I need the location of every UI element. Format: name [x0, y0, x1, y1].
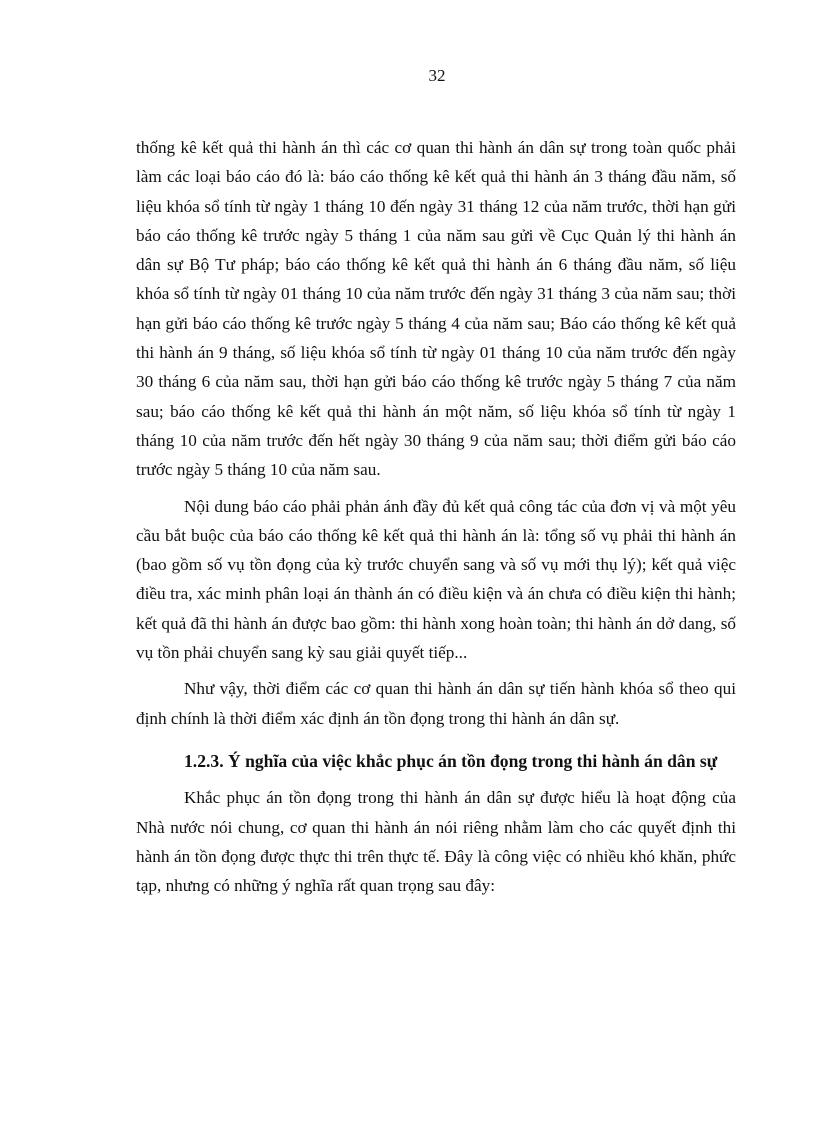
paragraph-report-content: Nội dung báo cáo phải phản ánh đầy đủ kết quả công tác của đơn vị và một yêu cầu bắt buộc của báo cáo thống kê kết quả thi hành án là: tổng số vụ phải thi hành án (bao gồm số vụ tồn đọng của kỳ trước chuyển sang và số vụ mới thụ lý); kết quả việc điều tra, xác minh phân loại án thành án có điều kiện và án chưa có điều kiện thi hành; kết quả đã thi hành án được bao gồm: thi hành xong hoàn toàn; thi hành án dở dang, số vụ tồn phải chuyển sang kỳ sau giải quyết tiếp... [136, 496, 736, 663]
page-number: 32 [428, 66, 446, 85]
paragraph-significance: Khắc phục án tồn đọng trong thi hành án dân sự được hiểu là hoạt động của Nhà nước nói chung, cơ quan thi hành án nói riêng nhằm làm cho các quyết định thi hành án tồn đọng được thực thi trên thực tế. Đây là công việc có nhiều khó khăn, phức tạp, nhưng có những ý nghĩa rất quan trọng sau đây: [136, 788, 736, 896]
paragraph-conclusion: Như vậy, thời điểm các cơ quan thi hành án dân sự tiến hành khóa sổ theo qui định chính là thời điểm xác định án tồn đọng trong thi hành án dân sự. [136, 679, 736, 728]
section-heading: 1.2.3. Ý nghĩa của việc khắc phục án tồn đọng trong thi hành án dân sự [184, 750, 718, 771]
document-body [136, 133, 736, 900]
paragraph-statistics-reports: thống kê kết quả thi hành án thì các cơ quan thi hành án dân sự trong toàn quốc phải làm các loại báo cáo đó là: báo cáo thống kê kết quả thi hành án 3 tháng đầu năm, số liệu khóa sổ tính từ ngày 1 tháng 10 đến ngày 31 tháng 12 của năm trước, thời hạn gửi báo cáo thống kê trước ngày 5 tháng 1 của năm sau gửi về Cục Quản lý thi hành án dân sự Bộ Tư pháp; báo cáo thống kê kết quả thi hành án 6 tháng đầu năm, số liệu khóa sổ tính từ ngày 01 tháng 10 của năm trước đến ngày 31 tháng 3 của năm sau; thời hạn gửi báo cáo thống kê trước ngày 5 tháng 4 của năm sau; Báo cáo thống kê kết quả thi hành án 9 tháng, số liệu khóa sổ tính từ ngày 01 tháng 10 của năm trước đến ngày 30 tháng 6 của năm sau, thời hạn gửi báo cáo thống kê trước ngày 5 tháng 7 của năm sau; báo cáo thống kê kết quả thi hành án một năm, số liệu khóa sổ tính từ ngày 1 tháng 10 của năm trước đến hết ngày 30 tháng 9 của năm sau; thời điểm gửi báo cáo trước ngày 5 tháng 10 của năm sau. [136, 138, 736, 480]
